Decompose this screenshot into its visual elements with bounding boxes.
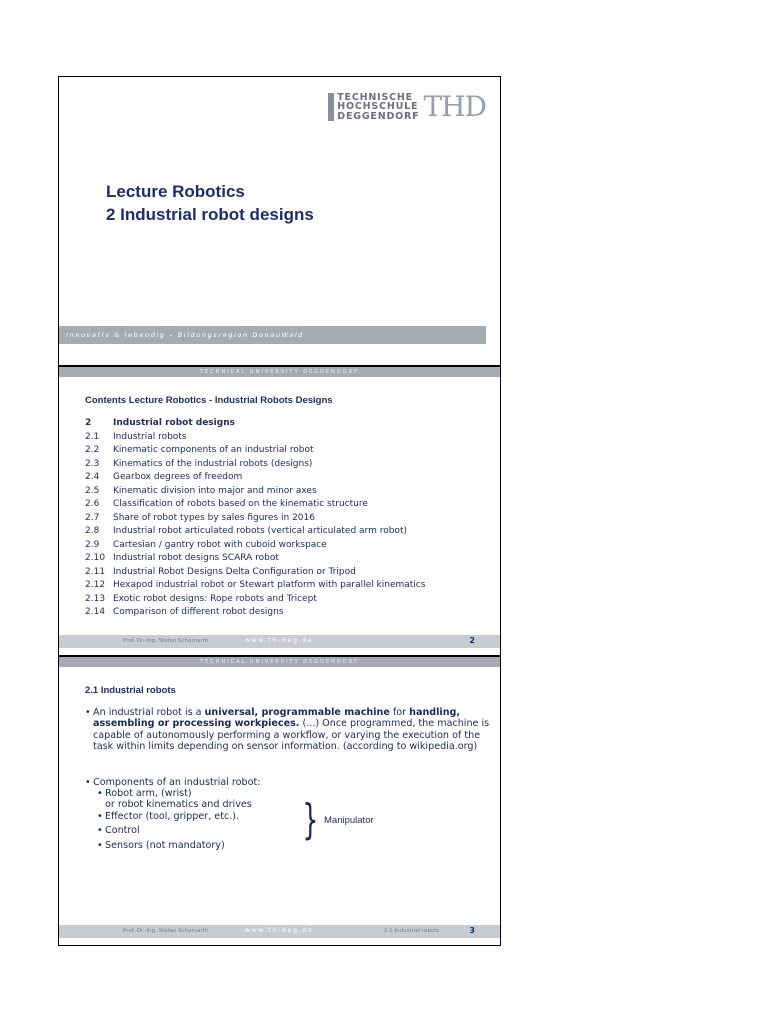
definition-bullet (85, 707, 495, 753)
toc-number: 2.5 (85, 485, 100, 496)
toc-number: 2.1 (85, 431, 100, 442)
definition-text-d: handling, assembling or processing workpieces. (93, 707, 461, 730)
toc-row[interactable] (85, 512, 425, 526)
table-of-contents (85, 417, 425, 620)
toc-row[interactable] (85, 431, 425, 445)
toc-row[interactable] (85, 525, 425, 539)
toc-text: Kinematic division into major and minor axes (113, 485, 317, 496)
toc-text: Kinematics of the industrial robots (designs) (113, 458, 313, 469)
toc-row[interactable] (85, 498, 425, 512)
logo-text (337, 93, 419, 121)
logo-line-2: HOCHSCHULE (337, 101, 419, 113)
manipulator-label: Manipulator (324, 815, 374, 826)
toc-text: Share of robot types by sales figures in 2016 (113, 512, 315, 523)
component-text: Sensors (not mandatory) (105, 839, 225, 851)
bullet-icon: • (97, 825, 103, 837)
logo-mark: THD (423, 90, 486, 123)
logo-bar (328, 93, 334, 121)
component-text: Effector (tool, gripper, etc.). (105, 810, 240, 822)
toc-number: 2.8 (85, 526, 100, 536)
toc-text: Industrial robot designs SCARA robot (113, 553, 279, 563)
tagline-bar: Innovativ & lebendig – Bildungsregion DonauWald (59, 326, 486, 344)
toc-row[interactable] (85, 566, 425, 580)
toc-text: Industrial robots (113, 431, 187, 442)
component-text: Robot arm, (wrist) (105, 788, 192, 800)
toc-text: Classification of robots based on the kinematic structure (113, 499, 368, 509)
toc-text: Cartesian / gantry robot with cuboid workspace (113, 539, 327, 550)
section-heading: 2.1 Industrial robots (85, 685, 176, 696)
toc-row[interactable] (85, 444, 425, 458)
footer-author: Prof. Dr.-Ing. Stefan Scharnarth (123, 928, 209, 934)
bullet-icon: • (85, 707, 91, 718)
contents-heading: Contents Lecture Robotics - Industrial Robots Designs (85, 395, 333, 406)
toc-text: Industrial robot designs (113, 418, 235, 428)
toc-text: Hexapod industrial robot or Stewart platform with parallel kinematics (113, 580, 426, 590)
toc-row[interactable] (85, 579, 425, 593)
toc-number: 2.6 (85, 499, 100, 509)
definition-text-e: (...) Once programmed, the machine is capable of autonomously performing a workflow, or varying the execution of the task within limits depending on sensor information. (according to wikipedia.org) (93, 718, 490, 753)
definition-text-b: universal, programmable machine (204, 707, 390, 718)
toc-text: Gearbox degrees of freedom (113, 472, 243, 482)
component-item (85, 788, 495, 799)
toc-text: Kinematic components of an industrial robot (113, 445, 314, 455)
bullet-icon: • (85, 776, 91, 788)
toc-number: 2.9 (85, 539, 100, 550)
footer-section: 2.1 Industrial robots (384, 928, 440, 934)
definition-text-a: An industrial robot is a (93, 707, 205, 718)
bullet-icon: • (97, 839, 103, 851)
components-bullet (85, 777, 495, 788)
logo-line-3: DEGGENDORF (337, 110, 420, 122)
title-slide (58, 76, 501, 366)
components-intro: Components of an industrial robot: (93, 776, 261, 788)
toc-number: 2 (85, 418, 92, 428)
thd-logo (328, 92, 486, 122)
toc-number: 2.7 (85, 512, 100, 523)
footer-author: Prof. Dr.-Ing. Stefan Scharnarth (123, 638, 209, 644)
slide-body (85, 707, 495, 851)
slide-footer (59, 925, 500, 938)
toc-number: 2.3 (85, 458, 100, 469)
component-item (85, 811, 495, 822)
header-bar: TECHNICAL UNIVERSITY DEGGENDORF (59, 657, 500, 667)
header-bar: TECHNICAL UNIVERSITY DEGGENDORF (59, 367, 500, 377)
toc-number: 2.14 (85, 607, 106, 617)
component-item (85, 825, 495, 836)
page-number: 3 (469, 926, 475, 935)
component-text: or robot kinematics and drives (105, 799, 252, 811)
toc-number: 2.4 (85, 472, 100, 482)
toc-row[interactable] (85, 485, 425, 499)
toc-number: 2.11 (85, 566, 106, 577)
contents-slide (58, 366, 501, 656)
toc-text: Exotic robot designs: Rope robots and Tricept (113, 593, 317, 604)
toc-text: Industrial robot articulated robots (vertical articulated arm robot) (113, 526, 407, 536)
logo-line-1: TECHNISCHE (337, 91, 413, 103)
toc-text: Industrial Robot Designs Delta Configuration or Tripod (113, 566, 356, 577)
toc-number: 2.10 (85, 553, 106, 563)
toc-number: 2.13 (85, 593, 106, 604)
component-text: Control (105, 825, 140, 837)
industrial-robots-slide (58, 656, 501, 946)
toc-number: 2.12 (85, 580, 106, 590)
toc-row[interactable] (85, 539, 425, 553)
page-number: 2 (469, 636, 475, 645)
toc-row[interactable] (85, 606, 425, 620)
title-line-1: Lecture Robotics (106, 182, 245, 201)
component-item (85, 840, 495, 851)
bullet-icon: • (97, 788, 103, 800)
toc-number: 2.2 (85, 445, 100, 455)
toc-row[interactable] (85, 417, 425, 431)
toc-row[interactable] (85, 471, 425, 485)
footer-website-link[interactable]: www.th-deg.de (245, 637, 314, 644)
footer-website-link[interactable]: www.th-deg.de (245, 927, 314, 934)
slide-footer (59, 635, 500, 648)
definition-text-c: for (389, 707, 410, 718)
toc-text: Comparison of different robot designs (113, 607, 284, 617)
toc-row[interactable] (85, 593, 425, 607)
slide-title (106, 180, 314, 226)
toc-row[interactable] (85, 552, 425, 566)
title-line-2: 2 Industrial robot designs (106, 205, 314, 224)
toc-row[interactable] (85, 458, 425, 472)
component-item-continuation (85, 799, 495, 810)
bullet-icon: • (97, 810, 103, 822)
curly-brace-icon: } (302, 795, 319, 844)
